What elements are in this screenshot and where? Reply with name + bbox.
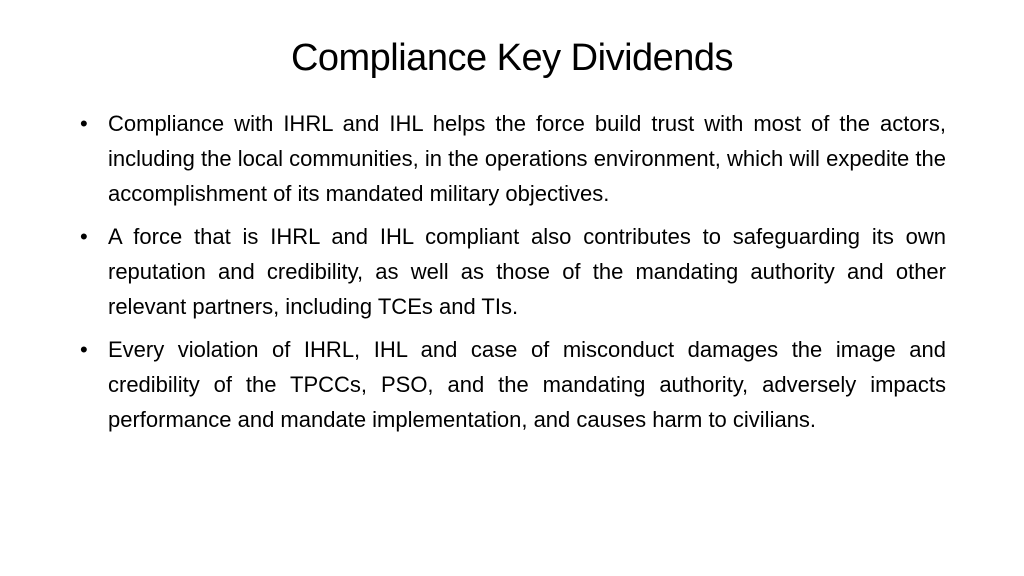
bullet-icon: •: [80, 337, 88, 362]
slide-title: Compliance Key Dividends: [290, 37, 734, 79]
bullet-item-1: [78, 106, 946, 211]
bullet-item-3: [78, 332, 946, 437]
bullet-text: Every violation of IHRL, IHL and case of misconduct damages the image and credibility of the TPCCs, PSO, and the mandating authority, adversely impacts performance and mandate implementation, and causes harm to civilians.: [108, 337, 946, 432]
bullet-icon: •: [80, 224, 88, 249]
bullet-text: Compliance with IHRL and IHL helps the force build trust with most of the actors, including the local communities, in the operations environment, which will expedite the accomplishment of its mandated military objectives.: [108, 111, 946, 206]
bullet-list: [78, 106, 946, 445]
bullet-item-2: [78, 219, 946, 324]
bullet-icon: •: [80, 111, 88, 136]
bullet-text: A force that is IHRL and IHL compliant also contributes to safeguarding its own reputation and credibility, as well as those of the mandating authority and other relevant partners, including TCEs and TIs.: [108, 224, 946, 319]
